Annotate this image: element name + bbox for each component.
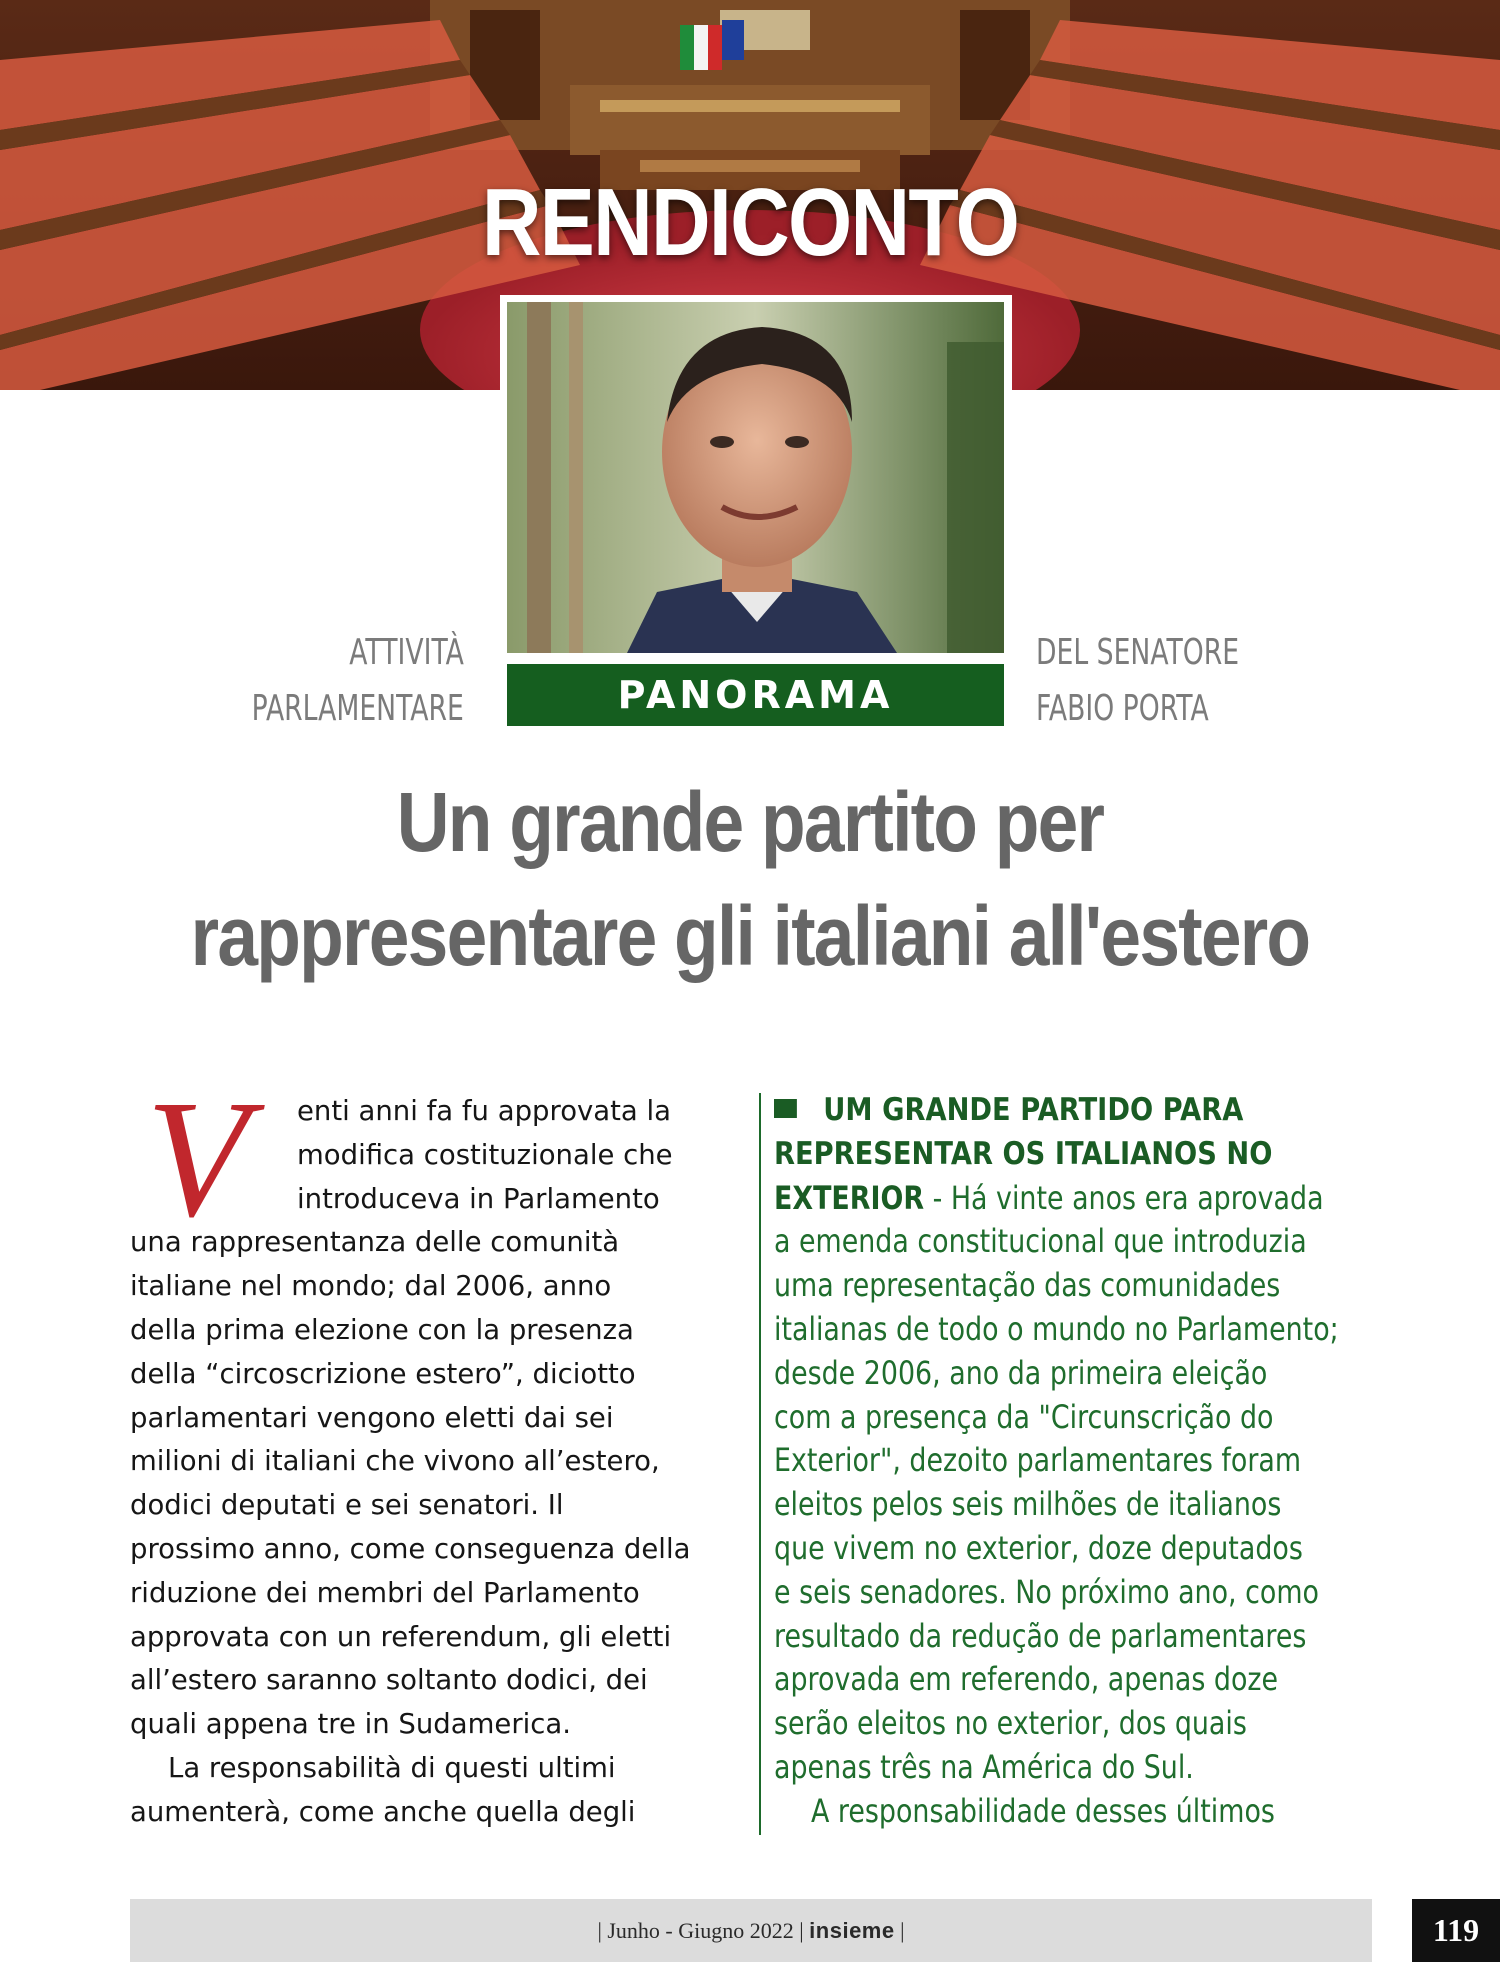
paragraph-line: della “circoscrizione estero”, diciotto — [130, 1357, 636, 1390]
summary-heading-line: REPRESENTAR OS ITALIANOS NO — [774, 1135, 1273, 1172]
paragraph-line: aumenterà, come anche quella degli — [130, 1795, 636, 1828]
paragraph-line: riduzione dei membri del Parlamento — [130, 1576, 640, 1609]
side-caption-left-line: PARLAMENTARE — [251, 688, 464, 729]
drop-cap: V — [146, 1066, 249, 1252]
paragraph-line: enti anni fa fu approvata la — [297, 1095, 672, 1127]
summary-line: eleitos pelos seis milhões de italianos — [774, 1485, 1282, 1524]
side-caption-right-line: FABIO PORTA — [1036, 688, 1209, 729]
summary-heading-text: UM GRANDE PARTIDO PARA — [823, 1092, 1244, 1128]
senator-portrait-photo — [507, 302, 1004, 653]
footer-bar — [130, 1899, 1372, 1962]
panorama-label: PANORAMA — [507, 664, 1004, 726]
paragraph-line: La responsabilità di questi ultimi — [168, 1751, 616, 1784]
side-caption-left-line: ATTIVITÀ — [349, 632, 464, 673]
headline-line: rappresentare gli italiani all'estero — [190, 889, 1310, 983]
summary-line: que vivem no exterior, doze deputados — [774, 1528, 1303, 1567]
paragraph-line: parlamentari vengono eletti dai sei — [130, 1401, 614, 1434]
summary-heading-tail: EXTERIOR — [774, 1178, 925, 1217]
paragraph-line: milioni di italiani che vivono all’estero, — [130, 1445, 660, 1478]
summary-line: serão eleitos no exterior, dos quais — [774, 1704, 1247, 1743]
paragraph-line: italiane nel mondo; dal 2006, anno — [130, 1270, 612, 1303]
article-column-portuguese — [774, 1089, 1374, 1834]
headline-line: Un grande partito per — [396, 775, 1104, 869]
article-column-italian — [130, 1066, 730, 1835]
side-caption-left — [177, 625, 464, 737]
paragraph-line: quali appena tre in Sudamerica. — [130, 1708, 571, 1741]
summary-line: A responsabilidade desses últimos — [810, 1791, 1275, 1830]
summary-line: Exterior", dezoito parlamentares foram — [774, 1441, 1302, 1480]
summary-line: a emenda constitucional que introduzia — [774, 1222, 1307, 1261]
summary-line: apenas três na América do Sul. — [774, 1747, 1194, 1786]
summary-line: e seis senadores. No próximo ano, como — [774, 1572, 1319, 1611]
magazine-brand: insieme — [809, 1918, 895, 1943]
summary-line: com a presença da "Circunscrição do — [774, 1397, 1274, 1436]
footer-issue-date: | Junho - Giugno 2022 | — [597, 1918, 810, 1943]
page-number: 119 — [1412, 1899, 1500, 1962]
paragraph-line: una rappresentanza delle comunità — [130, 1226, 620, 1259]
column-divider — [759, 1093, 761, 1835]
paragraph-line: approvata con un referendum, gli eletti — [130, 1620, 672, 1653]
summary-line: aprovada em referendo, apenas doze — [774, 1660, 1279, 1699]
summary-line: uma representação das comunidades — [774, 1266, 1281, 1305]
summary-first-text: - Há vinte anos era aprovada — [924, 1178, 1324, 1217]
footer-separator: | — [894, 1918, 905, 1943]
summary-first-line — [774, 1177, 1324, 1221]
side-caption-right-line: DEL SENATORE — [1036, 632, 1240, 673]
section-title: RENDICONTO — [481, 169, 1019, 276]
summary-line: desde 2006, ano da primeira eleição — [774, 1353, 1268, 1392]
paragraph-line: introduceva in Parlamento — [297, 1182, 660, 1215]
bullet-square-icon — [774, 1099, 797, 1118]
paragraph-line: della prima elezione con la presenza — [130, 1313, 634, 1346]
summary-line: resultado da redução de parlamentares — [774, 1616, 1307, 1655]
paragraph-line: prossimo anno, come conseguenza della — [130, 1532, 691, 1565]
paragraph-line: all’estero saranno soltanto dodici, dei — [130, 1664, 648, 1697]
paragraph-line: dodici deputati e sei senatori. Il — [130, 1489, 564, 1522]
summary-heading-line — [774, 1089, 1302, 1133]
paragraph-line: modifica costituzionale che — [297, 1138, 673, 1171]
summary-line: italianas de todo o mundo no Parlamento; — [774, 1309, 1339, 1348]
article-headline — [0, 765, 1500, 993]
side-caption-right — [1036, 625, 1310, 737]
